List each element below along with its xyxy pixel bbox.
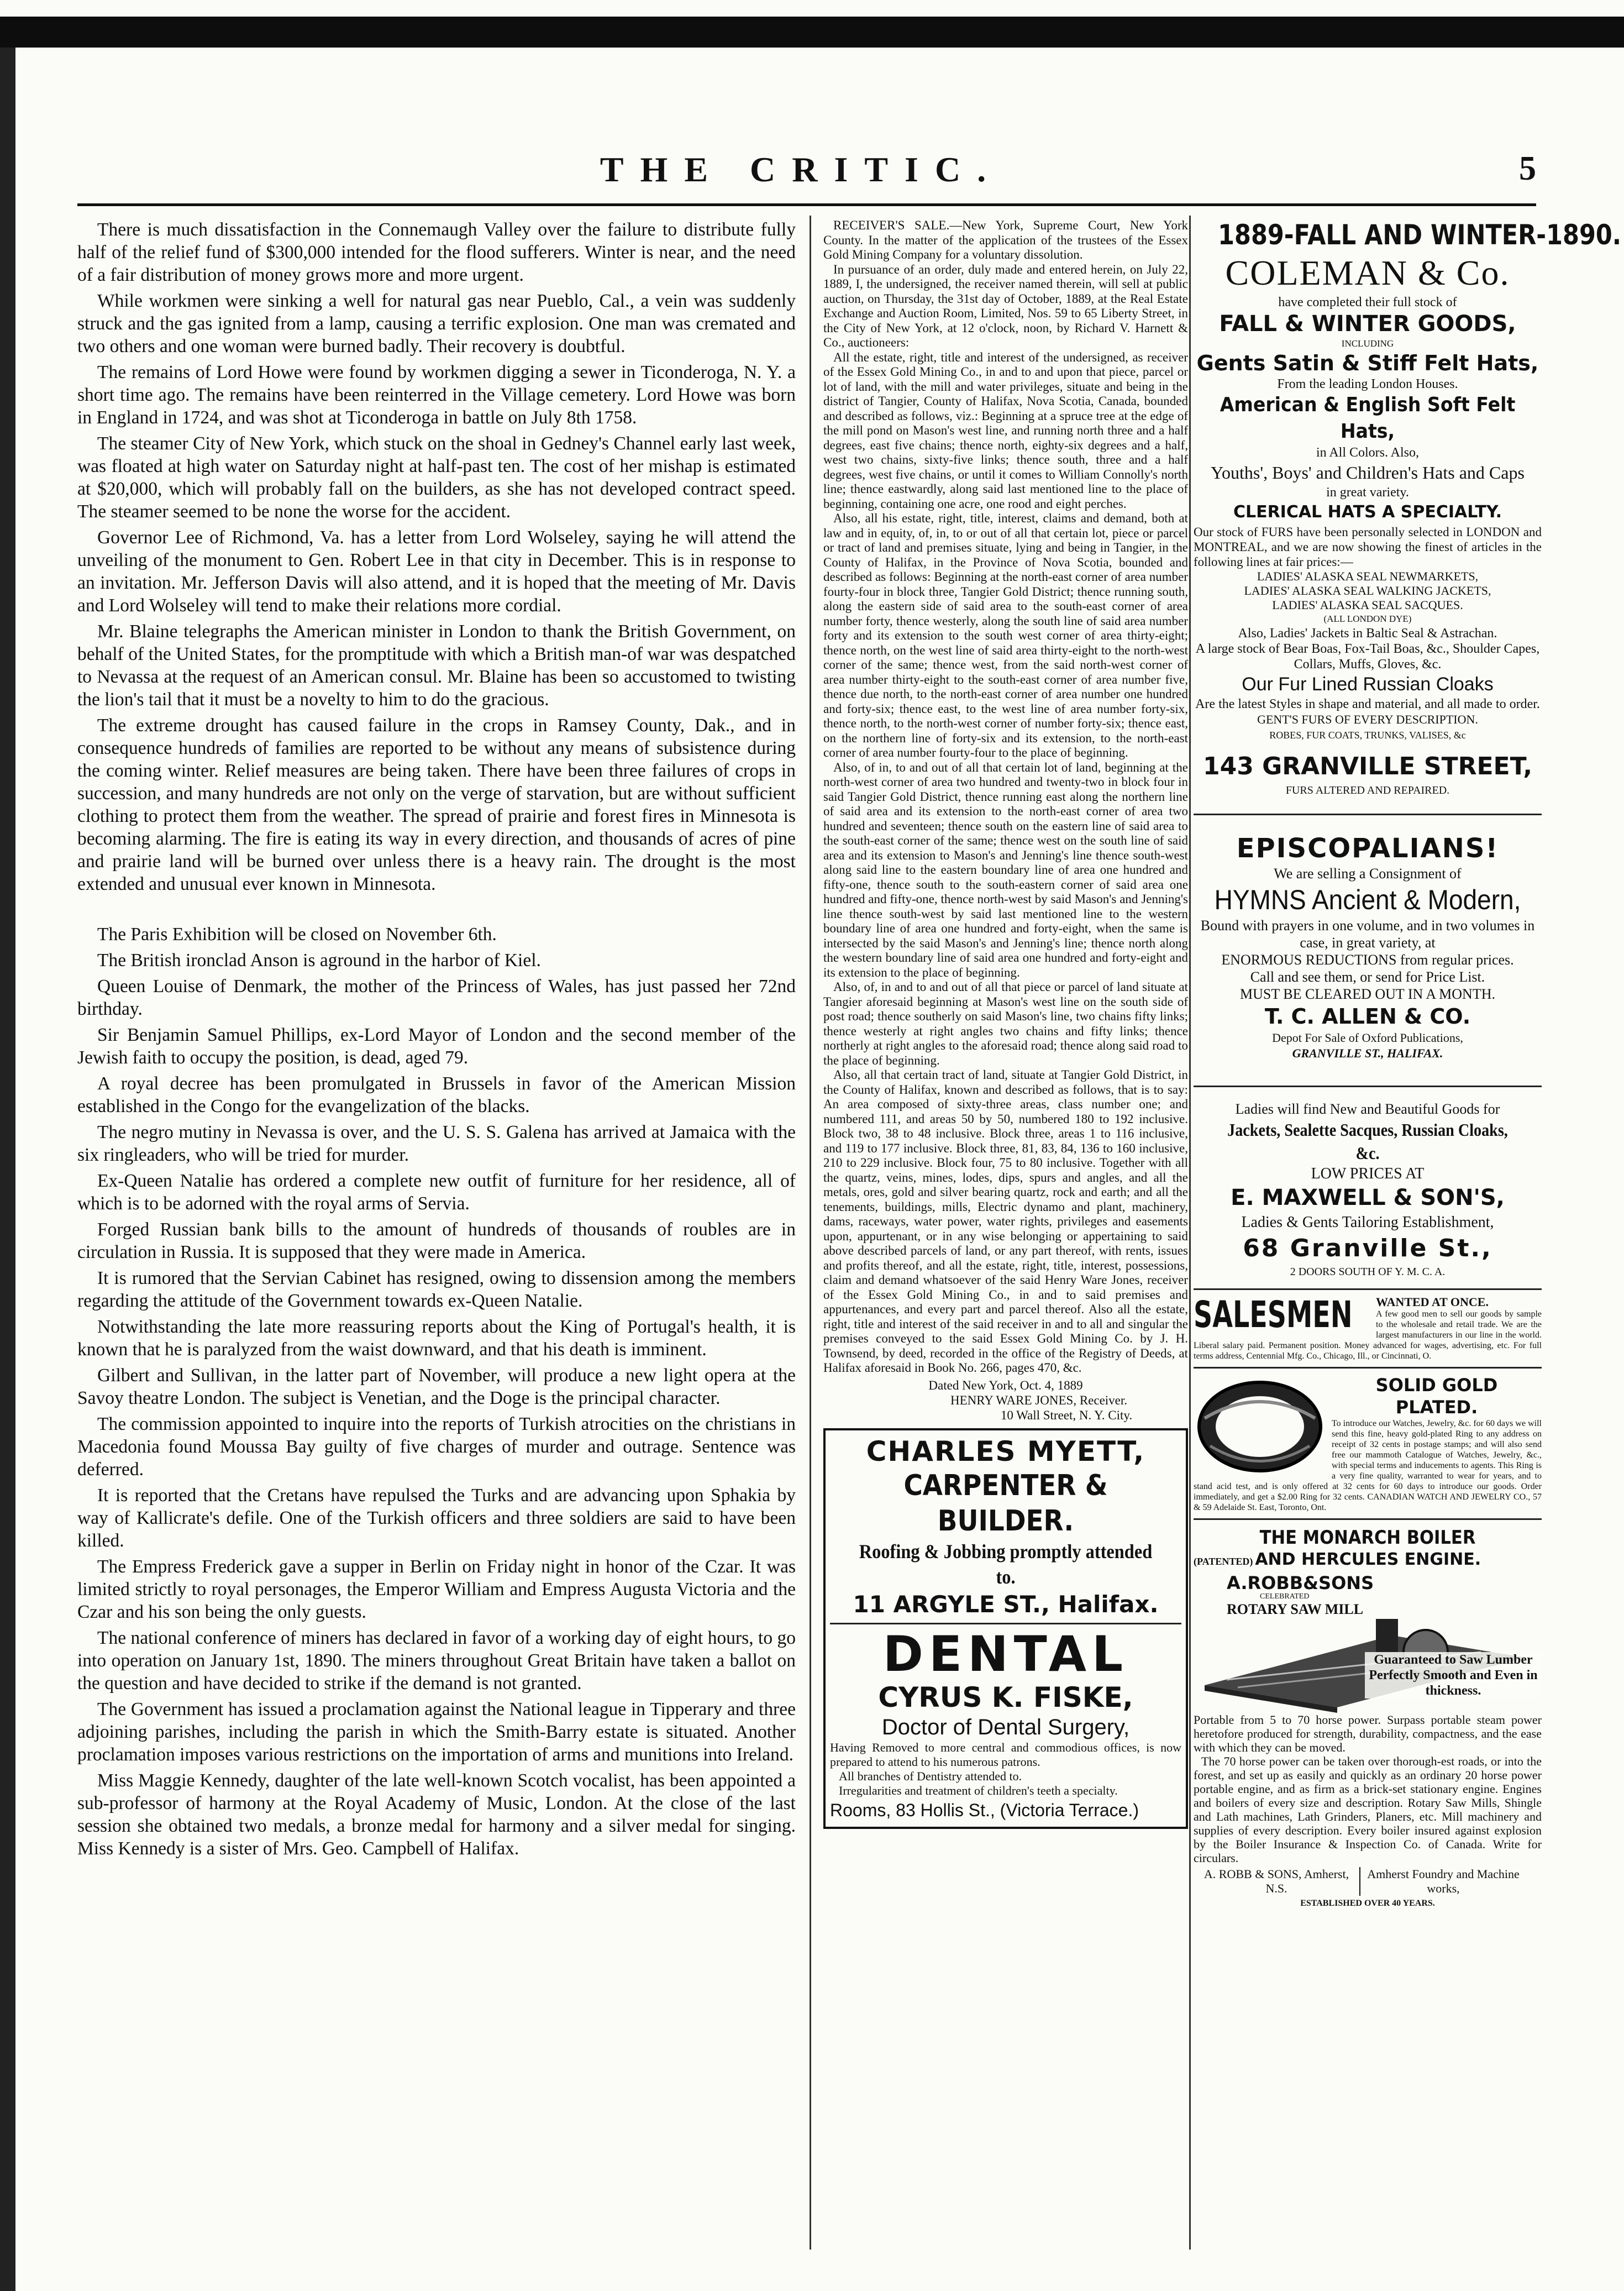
news-paragraph: The commission appointed to inquire into the reports of Turkish atrocities on the christians in Macedonia found Moussa Bay guilty of five charges of murder and outrage. Sentence was deferred. (77, 1414, 796, 1480)
section-gap (77, 899, 796, 923)
news-paragraph: The steamer City of New York, which stuck on the shoal in Gedney's Channel early last week, was floated at high water on Saturday night at half-past ten. The cost of her mishap is estimated at $20,000, which will probably fall on the builders, as she has not developed contract speed. The steamer seemed to be none the worse for the accident. (77, 433, 796, 522)
news-paragraph: Forged Russian bank bills to the amount of hundreds of thousands of roubles are in circulation in Russia. It is supposed that they were made in America. (77, 1219, 796, 1262)
legal-address: 10 Wall Street, N. Y. City. (1000, 1408, 1133, 1422)
boiler-patented: (PATENTED) (1194, 1556, 1253, 1567)
column-rule-1 (810, 216, 811, 2250)
news-paragraph: Queen Louise of Denmark, the mother of the Princess of Wales, has just passed her 72nd birthday. (77, 976, 796, 1019)
maxwell-name: E. MAXWELL & SON'S, (1231, 1185, 1505, 1210)
dental-rooms: Rooms, 83 Hollis St., (Victoria Terrace.) (830, 1800, 1139, 1820)
robb-logo: A.ROBB&SONS (1227, 1572, 1374, 1593)
legal-notice-paragraph: All the estate, right, title and interest of the undersigned, as receiver of the Essex Gold Mining Co., in and to and upon that piece, parcel or lot of land, with the mill and water privileges, situate and being in the district of Tangier, County of Halifax, Nova Scotia, Canada, bounded and described as follows, viz.: Beginning at a spruce tree at the edge of the mill pond on Mason's west line, and running north three and a half degrees, east five chains; thence north, eighty-six degrees and a half, west two chains, sixty-five links; thence south, three and a half degrees, west five chains, or until it comes to William Connolly's north line; thence eastwardly, along said last mentioned line to the place of beginning, containing one acre, one rood and eight perches. (823, 350, 1188, 511)
coleman-goods: FALL & WINTER GOODS, (1219, 311, 1516, 337)
news-paragraph: It is rumored that the Servian Cabinet has resigned, owing to dissension among the members regarding the attitude of the Government towards ex-Queen Natalie. (77, 1268, 796, 1311)
legal-notice-paragraph: RECEIVER'S SALE.—New York, Supreme Court, New York County. In the matter of the application of the trustees of the Essex Gold Mining Company for a voluntary dissolution. (823, 218, 1188, 261)
allen-cleared: MUST BE CLEARED OUT IN A MONTH. (1239, 986, 1495, 1002)
allen-reductions: ENORMOUS REDUCTIONS from regular prices. (1221, 952, 1514, 968)
gold-ring-ad (1194, 1374, 1542, 1513)
ad-divider (1194, 1086, 1542, 1087)
coleman-firm: COLEMAN & Co. (1225, 253, 1510, 292)
column-rule-2 (1189, 216, 1191, 2250)
coleman-including: INCLUDING (1341, 338, 1394, 349)
maxwell-tailoring: Ladies & Gents Tailoring Establishment, (1241, 1214, 1494, 1231)
scan-left-border (0, 48, 15, 2291)
boiler-guaranteed: Guaranteed to Saw Lumber Perfectly Smooth and Even in thickness. (1365, 1652, 1542, 1698)
ad-divider (1194, 1518, 1542, 1520)
allen-street: GRANVILLE ST., HALIFAX. (1292, 1046, 1443, 1060)
news-paragraph: The extreme drought has caused failure in the crops in Ramsey County, Dak., and in consequence hundreds of families are reported to be without any means of subsistence during the coming winter. Relief measures are being taken. There have been three failures of crops in succession, and many hundreds are not only on the verge of starvation, but are without sufficient clothing to protect them from the weather. The spread of prairie and forest fires in Minnesota is becoming alarming. The fire is eating its way in every direction, and thousands of acres of pine and prairie land will be burned over unless there is a heavy rain. The drought is the most extended and unusual ever known in Minnesota. (77, 715, 796, 894)
boiler-ad (1194, 1525, 1542, 1911)
scan-top-border (0, 17, 1624, 48)
robb-celebrated: CELEBRATED (1260, 1592, 1310, 1601)
news-paragraph: Gilbert and Sullivan, in the latter part of November, will produce a new light opera at the Savoy theatre London. The subject is Venetian, and the Doge is the principal character. (77, 1365, 796, 1408)
coleman-seal-3: LADIES' ALASKA SEAL SACQUES. (1272, 598, 1463, 612)
ring-illustration (1194, 1374, 1326, 1479)
legal-notice-paragraph: Also, all that certain tract of land, situate at Tangier Gold District, in the County of Halifax, known and described as follows, that is to say: An area composed of sixty-three areas, class number one; and numbered 111, and areas 50 by 50, numbered 180 to 192 inclusive. Block two, 38 to 48 inclusive. Block three, areas 1 to 116 inclusive, and 119 to 177 inclusive. Block three, 81, 83, 84, 136 to 160 inclusive, 210 to 229 inclusive. Block four, 75 to 80 inclusive. Together with all the quartz, veins, mines, lodes, dips, spurs and angles, and all the metals, ores, gold and silver bearing quartz, rock and earth; and all the tenements, buildings, mills, Electric dynamo and plant, machinery, dams, raceways, water power, water rights, privileges and easements upon, appurtenant, or in any wise belonging or appertaining to said above described parcels of land, or any part thereof, with rents, issues and profits thereof, and all the estate, right, title, interest, possessions, claim and demand whatsoever of the said Henry Ware Jones, receiver of the Essex Gold Mining Co., in and to said premises and appurtenances, and every part and parcel thereof. Also all the estate, right, title and interest of the said receiver in and to all and singular the premises conveyed to the said Essex Gold Mining Co. by J. H. Townsend, by deed, recorded in the office of the Registry of Deeds, at Halifax aforesaid in Book No. 266, pages 470, &c. (823, 1068, 1188, 1375)
myett-trade: CARPENTER & BUILDER. (903, 1469, 1108, 1538)
coleman-also: Also, Ladies' Jackets in Baltic Seal & Astrachan. (1238, 626, 1497, 641)
sawmill-illustration (1194, 1569, 1542, 1713)
dental-line-2: All branches of Dentistry attended to. (839, 1769, 1022, 1783)
legal-notice-paragraph: Also, of in, to and out of all that certain lot of land, beginning at the north-west corner of area two hundred and twenty-two in block four in said Tangier Gold District, thence running east along the northern line of said area and its extension to the north-east corner of area two hundred and seventeen; thence south on the eastern line of said area to the south-east corner of the same; thence west on the south line of said area and its extension to Mason's and Jenning's line thence south-west along said line to the eastern boundary line of area one hundred and fifty-one, thence south to the south-eastern corner of said area one hundred and fifty-one, thence north-west by said Mason's and Jenning's line thence south-west by said last mentioned line to the western boundary line of area one hundred and forty-eight, when the same is intersected by the said Mason's and Jenning's line; thence north along the western boundary line of said area one hundred and forty-eight and its extension to the place of beginning. (823, 760, 1188, 979)
news-paragraph: Notwithstanding the late more reassuring reports about the King of Portugal's health, it is known that he is paralyzed from the waist downward, and that his death is imminent. (77, 1317, 796, 1360)
boiler-engine: AND HERCULES ENGINE. (1255, 1550, 1481, 1569)
header-rule (77, 203, 1536, 206)
myett-ad (823, 1428, 1188, 1829)
ad-divider (1194, 814, 1542, 815)
dental-heading: DENTAL (882, 1625, 1129, 1682)
myett-name: CHARLES MYETT, (866, 1435, 1145, 1467)
gold-heading: SOLID GOLD PLATED. (1375, 1375, 1498, 1418)
coleman-boas: A large stock of Bear Boas, Fox-Tail Boas, &c., Shoulder Capes, Collars, Muffs, Gloves, &c. (1195, 642, 1540, 672)
maxwell-street: 68 Granville St., (1243, 1234, 1492, 1262)
maxwell-ymca: 2 DOORS SOUTH OF Y. M. C. A. (1290, 1266, 1446, 1278)
news-paragraph: While workmen were sinking a well for natural gas near Pueblo, Cal., a vein was suddenly struck and the gas ignited from a lamp, causing a terrific explosion. One man was cremated and two others and one woman were burned badly. Their recovery is doubtful. (77, 291, 796, 357)
news-paragraph: The British ironclad Anson is aground in the harbor of Kiel. (97, 950, 541, 971)
coleman-cloaks-sub: Are the latest Styles in shape and material, and all made to order. (1195, 697, 1540, 711)
news-paragraph: There is much dissatisfaction in the Connemaugh Valley over the failure to distribute fully half of the relief fund of $300,000 intended for the flood sufferers. Winter is near, and the need of a fair distribution of money grows more and more urgent. (77, 219, 796, 285)
coleman-hats: Gents Satin & Stiff Felt Hats, (1196, 351, 1539, 375)
legal-notice-paragraph: Also, all his estate, right, title, interest, claims and demand, both at law and in equity, of, in, to or out of all that certain lot, piece or parcel or tract of land and premises situate, lying and being in Tangier, in the County of Halifax, in the Province of Nova Scotia, bounded and described as follows: Beginning at the north-east corner of area number fourty-four in block three, Tangier Gold District; thence running south, along the eastern side of said area to the south-east corner of area number forty, thence westerly, along the south line of said area number forty and its extension to the south west corner of area thirty-eight; thence north, on the west line of said area thirty-eight to the north-west corner of the same; thence west, from the said north-west corner of area number thirty-eight to the south-east corner of area number five, thence due north, to the north-east corner of area number one hundred and forty-six; thence east, to the west line of area number forty-six, thence north, to the north-west corner of number forty-six; thence east, on the northern line of forty-six and its extension, to the north-east corner of area number fourty-four to the place of beginning. (823, 511, 1188, 759)
legal-dated: Dated New York, Oct. 4, 1889 (928, 1378, 1083, 1392)
boiler-text: The 70 horse power can be taken over thorough-est roads, or into the forest, and set up as easily and quickly as an ordinary 20 horse power portable engine, and as firm as a brick-set stationary engine. Engines and boilers of every size and description. Rotary Saw Mills, Shingle and Lath machines, Lath Grinders, Planers, etc. Mill machinery and supplies of every description. Every boiler insured against explosion by the Boiler Insurance & Inspection Co. of Canada. Write for circulars. (1194, 1754, 1542, 1865)
coleman-london-dye: (ALL LONDON DYE) (1323, 614, 1412, 624)
news-paragraph: The national conference of miners has declared in favor of a working day of eight hours, to go into operation on January 1st, 1890. The miners throughout Great Britain have taken a ballot on the question and have decided to strike if the demand is not granted. (77, 1628, 796, 1694)
coleman-season: 1889-FALL AND WINTER-1890. (1218, 219, 1622, 251)
coleman-colors: in All Colors. Also, (1316, 445, 1420, 460)
dental-line-3: Irregularities and treatment of children's teeth a specialty. (839, 1783, 1118, 1797)
masthead-title: THE CRITIC. (600, 150, 1003, 189)
news-paragraph: The Empress Frederick gave a supper in Berlin on Friday night in honor of the Czar. It was limited strictly to royal personages, the Emperor William and Empress Augusta Victoria and the Czar and his son being the only guests. (77, 1556, 796, 1622)
news-paragraph: The Government has issued a proclamation against the National league in Tipperary and three adjoining parishes, including the parish in which the Smith-Barry estate is situated. Another proclamation imposes various restrictions on the importation of arms and munitions into Ireland. (77, 1699, 796, 1765)
legal-column (823, 218, 1188, 2252)
robb-sawmill: ROTARY SAW MILL (1227, 1601, 1364, 1617)
myett-street: 11 ARGYLE ST., Halifax. (853, 1590, 1159, 1618)
legal-signer: HENRY WARE JONES, Receiver. (950, 1393, 1128, 1407)
salesmen-text: A few good men to sell our goods by sample to the wholesale and retail trade. We are the largest manufacturers in our line in the world. Liberal salary paid. Permanent position. Money advanced for wages, advertising, etc. For full terms address, Centennial Mfg. Co., Chicago, Ill., or Cincinnati, O. (1194, 1309, 1542, 1361)
news-paragraph: Mr. Blaine telegraphs the American minister in London to thank the British Government, on behalf of the United States, for the promptitude with which a British man-of war was despatched to Nevassa at the request of an American consul. Mr. Blaine has been so accustomed to twisting the lion's tail that it must be a novelty to him to do the gracious. (77, 621, 796, 710)
news-paragraph: It is reported that the Cretans have repulsed the Turks and are advancing upon Sphakia by way of Kallicrate's defile. One of the Turkish officers and three soldiers are said to have been killed. (77, 1485, 796, 1551)
myett-line: Roofing & Jobbing promptly attended to. (859, 1540, 1153, 1588)
ad-divider (830, 1623, 1181, 1624)
news-paragraph: A royal decree has been promulgated in Brussels in favor of the American Mission established in the Congo for the evangelization of the blacks. (77, 1073, 796, 1116)
legal-notice-paragraph: Also, of, in and to and out of all that piece or parcel of land situate at Tangier aforesaid beginning at Mason's west line on the south side of post road; thence southerly on said Mason's line, two chains fifty links; thence westerly at right angles two chains and fifty links; thence northerly at right angles to the aforesaid road; thence along said road to the place of beginning. (823, 980, 1188, 1067)
coleman-seal-1: LADIES' ALASKA SEAL NEWMARKETS, (1257, 569, 1479, 583)
allen-hymns-sub: Bound with prayers in one volume, and in two volumes in case, in great variety, at (1200, 918, 1535, 951)
allen-name: T. C. ALLEN & CO. (1264, 1004, 1471, 1029)
boiler-portable: Portable from 5 to 70 horse power. Surpass portable steam power heretofore produced for strength, durability, compactness, and the ease with which they can be moved. (1194, 1713, 1542, 1754)
news-column (77, 218, 796, 2241)
dental-title: Doctor of Dental Surgery, (881, 1715, 1130, 1739)
coleman-seal-2: LADIES' ALASKA SEAL WALKING JACKETS, (1244, 584, 1491, 597)
ad-divider (1194, 1367, 1542, 1369)
coleman-softfelt: American & English Soft Felt Hats, (1220, 394, 1516, 443)
coleman-from: From the leading London Houses. (1277, 377, 1458, 391)
robb-right: Amherst Foundry and Machine works, (1359, 1867, 1526, 1896)
page-number: 5 (1519, 150, 1536, 187)
legal-notice-paragraph: In pursuance of an order, duly made and entered herein, on July 22, 1889, I, the undersigned, the receiver named therein, will sell at public auction, on Thursday, the 31st day of October, 1889, at the Real Estate Exchange and Auction Room, Limited, Nos. 59 to 65 Liberty Street, in the City of New York, at 12 o'clock, noon, by Richard V. Harnett & Co., auctioneers: (823, 262, 1188, 349)
dental-name: CYRUS K. FISKE, (878, 1681, 1133, 1713)
maxwell-low-prices: LOW PRICES AT (1311, 1165, 1425, 1182)
ad-divider (1194, 1288, 1542, 1290)
news-paragraph: Miss Maggie Kennedy, daughter of the late well-known Scotch vocalist, has been appointed a sub-professor of harmony at the Royal Academy of Music, London. At the close of the last session she obtained two medals, a bronze medal for harmony and a silver medal for singing. Miss Kennedy is a sister of Mrs. Geo. Campbell of Halifax. (77, 1770, 796, 1859)
allen-hymns: HYMNS Ancient & Modern, (1214, 884, 1521, 915)
robb-established: ESTABLISHED OVER 40 YEARS. (1300, 1899, 1435, 1908)
allen-sub: We are selling a Consignment of (1274, 866, 1462, 882)
coleman-gents-furs: GENT'S FURS OF EVERY DESCRIPTION. (1257, 712, 1478, 726)
news-paragraph: The remains of Lord Howe were found by workmen digging a sewer in Ticonderoga, N. Y. a short time ago. The remains have been reinterred in the Village cemetery. Lord Howe was born in England in 1724, and was shot at Ticonderoga in battle on July 8th 1758. (77, 362, 796, 428)
allen-depot: Depot For Sale of Oxford Publications, (1272, 1031, 1463, 1045)
news-paragraph: The Paris Exhibition will be closed on November 6th. (97, 924, 497, 945)
boiler-heading: THE MONARCH BOILER (1259, 1527, 1476, 1549)
salesmen-wanted: WANTED AT ONCE. (1376, 1295, 1489, 1309)
coleman-granville: 143 GRANVILLE STREET, (1202, 752, 1533, 780)
coleman-variety: in great variety. (1326, 485, 1409, 500)
salesmen-heading: SALESMEN (1194, 1293, 1353, 1336)
coleman-clerical: CLERICAL HATS A SPECIALTY. (1233, 502, 1502, 522)
coleman-cloaks: Our Fur Lined Russian Cloaks (1242, 674, 1494, 695)
news-paragraph: Governor Lee of Richmond, Va. has a letter from Lord Wolseley, saying he will attend the unveiling of the monument to Gen. Robert Lee in that city in December. This is in response to an invitation. Mr. Jefferson Davis will also attend, and it is hoped that the meeting of Mr. Davis and Lord Wolseley will tend to make their relations more cordial. (77, 527, 796, 616)
allen-episcopalians: EPISCOPALIANS! (1236, 833, 1499, 864)
allen-call: Call and see them, or send for Price List. (1250, 969, 1485, 985)
coleman-youths: Youths', Boys' and Children's Hats and Caps (1211, 463, 1525, 483)
coleman-sub: have completed their full stock of (1278, 295, 1457, 310)
coleman-robes: ROBES, FUR COATS, TRUNKS, VALISES, &c (1269, 730, 1466, 741)
coleman-repaired: FURS ALTERED AND REPAIRED. (1285, 784, 1450, 796)
boiler-subheading (1194, 1550, 1542, 1569)
coleman-furs-text: Our stock of FURS have been personally selected in LONDON and MONTREAL, and we are now showing the finest of articles in the following lines at fair prices:— (1194, 525, 1542, 569)
maxwell-goods: Jackets, Sealette Sacques, Russian Cloaks, &c. (1227, 1120, 1508, 1163)
news-paragraph: The negro mutiny in Nevassa is over, and the U. S. S. Galena has arrived at Jamaica with the six ringleaders, who will be tried for murder. (77, 1122, 796, 1165)
news-paragraph: Ex-Queen Natalie has ordered a complete new outfit of furniture for her residence, all of which is to be adorned with the royal arms of Servia. (77, 1171, 796, 1214)
dental-text: Having Removed to more central and commodious offices, is now prepared to attend to his numerous patrons. (830, 1740, 1181, 1769)
ad-column (1194, 218, 1622, 2274)
news-paragraph: Sir Benjamin Samuel Phillips, ex-Lord Mayor of London and the second member of the Jewish faith to occupy the position, is dead, aged 79. (77, 1025, 796, 1068)
maxwell-intro: Ladies will find New and Beautiful Goods for (1235, 1101, 1500, 1117)
gold-text: To introduce our Watches, Jewelry, &c. for 60 days we will send this fine, heavy gold-plated Ring to any address on receipt of 32 cents in postage stamps; and will also send free our mammoth Catalogue of Watches, Jewelry, &c., with special terms and inducements to agents. This Ring is a very fine quality, warranted to wear for years, and to stand acid test, and is only offered at 32 cents for 60 days to introduce our goods. Order immediately, and get a $2.00 Ring for 32 cents. CANADIAN WATCH AND JEWELRY CO., 57 & 59 Adelaide St. East, Toronto, Ont. (1194, 1419, 1542, 1512)
masthead (77, 149, 1569, 193)
robb-left: A. ROBB & SONS, Amherst, N.S. (1203, 1867, 1349, 1895)
